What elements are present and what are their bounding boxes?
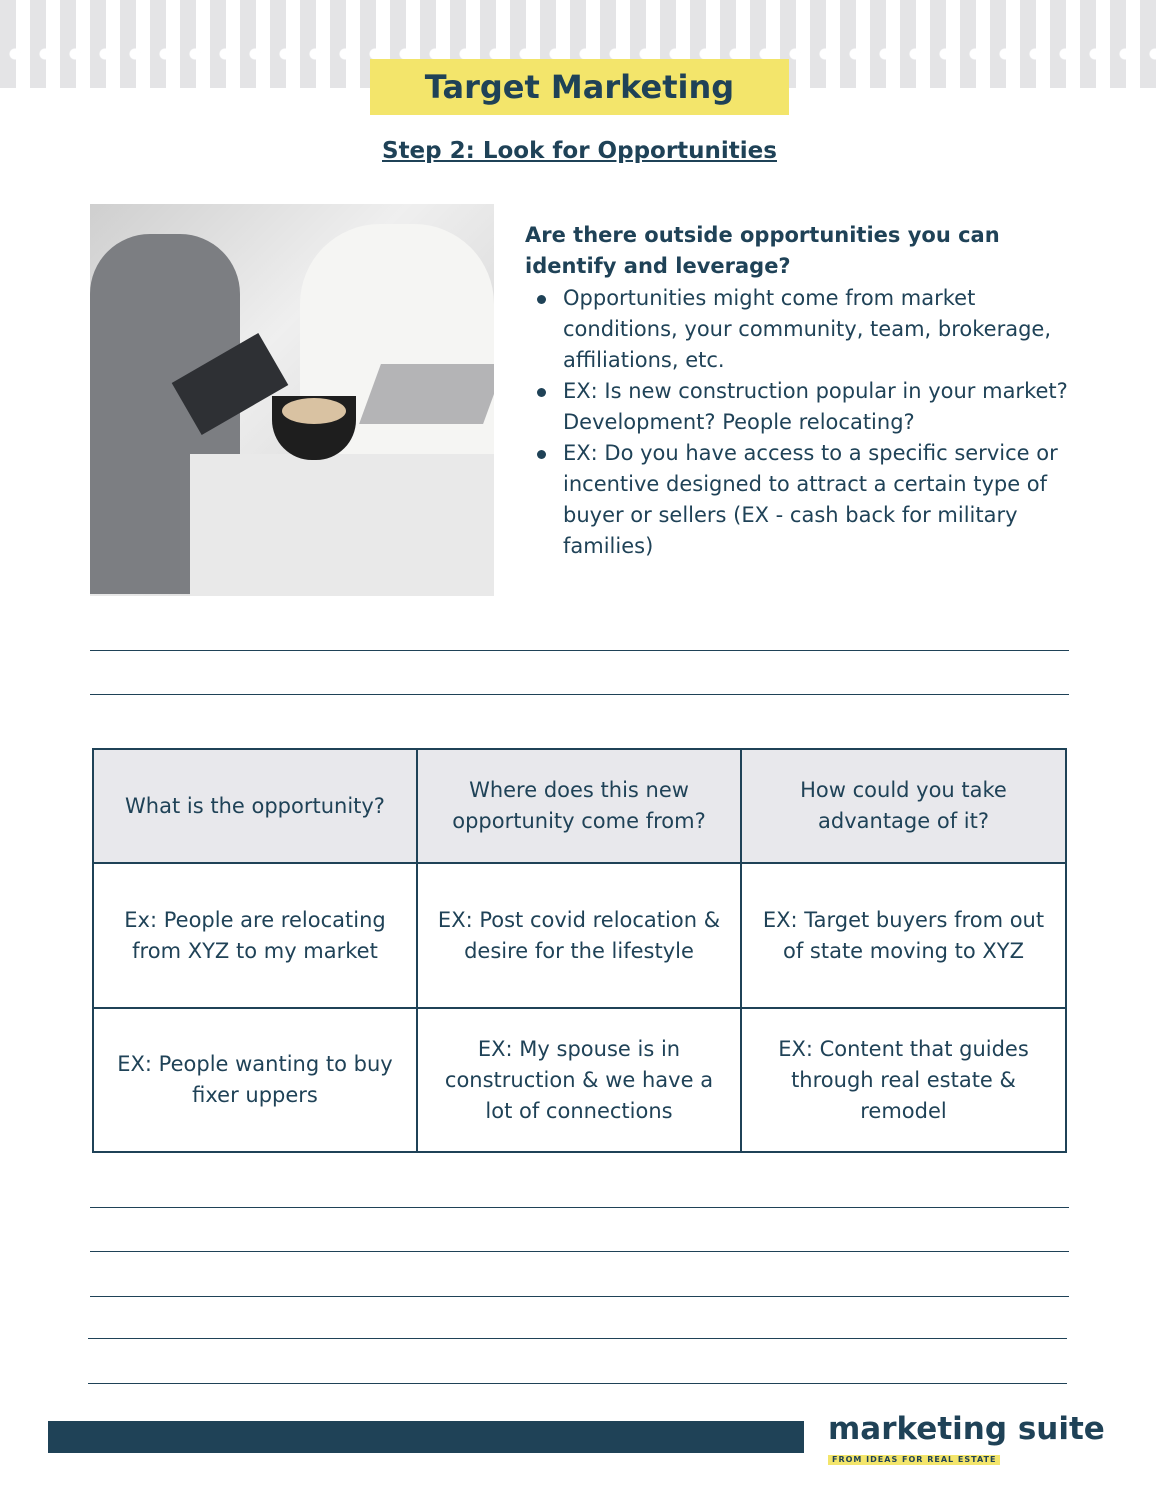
table-header-cell: Where does this new opportunity come from?	[418, 750, 742, 864]
photo-laptop	[359, 364, 494, 424]
bullet-item: EX: Is new construction popular in your market? Development? People relocating?	[563, 376, 1083, 438]
photo-marble-table	[190, 454, 494, 596]
table-cell[interactable]: EX: My spouse is in construction & we have a lot of connections	[418, 1009, 742, 1151]
table-cell[interactable]: EX: People wanting to buy fixer uppers	[94, 1009, 418, 1151]
table-header-cell: How could you take advantage of it?	[742, 750, 1065, 864]
bullet-item: Opportunities might come from market conditions, your community, team, brokerage, affiliations, etc.	[563, 283, 1083, 376]
table-cell[interactable]: Ex: People are relocating from XYZ to my market	[94, 864, 418, 1009]
title-banner	[370, 59, 789, 115]
writing-line[interactable]	[90, 1251, 1069, 1252]
writing-line[interactable]	[88, 1338, 1067, 1339]
page-title: Target Marketing	[424, 68, 735, 106]
footer-bar	[48, 1421, 804, 1453]
writing-line[interactable]	[88, 1383, 1067, 1384]
table-cell[interactable]: EX: Target buyers from out of state moving to XYZ	[742, 864, 1065, 1009]
table-cell[interactable]: EX: Post covid relocation & desire for the lifestyle	[418, 864, 742, 1009]
intro-question: Are there outside opportunities you can identify and leverage?	[525, 223, 1000, 278]
writing-line[interactable]	[90, 694, 1069, 695]
brand-name: marketing suite	[828, 1411, 1105, 1447]
table-cell[interactable]: EX: Content that guides through real estate & remodel	[778, 1036, 1029, 1123]
brand-tagline: FROM IDEAS FOR REAL ESTATE	[828, 1455, 1000, 1465]
opportunity-bullet-list	[525, 283, 1083, 562]
bullet-item: EX: Do you have access to a specific service or incentive designed to attract a certain type of buyer or sellers (EX - cash back for military families)	[563, 438, 1083, 562]
step-subtitle: Step 2: Look for Opportunities	[382, 138, 777, 164]
writing-line[interactable]	[90, 1207, 1069, 1208]
writing-line[interactable]	[90, 1296, 1069, 1297]
meeting-photo	[90, 204, 494, 596]
table-header-cell: What is the opportunity?	[94, 750, 418, 864]
brand-logo	[828, 1411, 1108, 1464]
opportunity-table	[92, 748, 1067, 1153]
writing-line[interactable]	[90, 650, 1069, 651]
